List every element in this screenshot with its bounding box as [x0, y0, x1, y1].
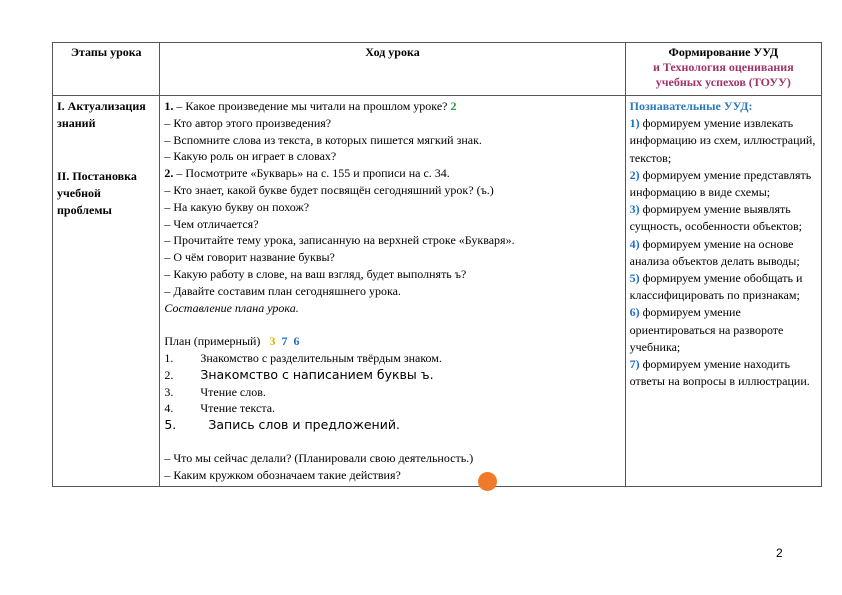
plan-item: 5. Запись слов и предложений.	[164, 417, 400, 433]
uud-item: 6) формируем умение ориентироваться на развороте учебника;	[629, 305, 784, 354]
uud-item: 7) формируем умение находить ответы на вопросы в иллюстрации.	[629, 357, 810, 389]
plan-label-line: План (примерный) 3 7 6	[164, 334, 300, 349]
stage2-subtitle-b: проблемы	[57, 203, 112, 217]
header-progress-label: Ход урока	[365, 45, 420, 59]
mark-3: 3	[269, 334, 276, 349]
uud-item: 3) формируем умение выявлять сущность, особенности объектов;	[629, 202, 802, 234]
header-uud	[625, 43, 821, 96]
plan-item: 3. Чтение слов.	[164, 384, 266, 399]
stages-cell	[53, 96, 160, 487]
header-uud-line2: и Технология оценивания	[652, 60, 794, 74]
uud-item: 4) формируем умение на основе анализа объектов делать выводы;	[629, 236, 800, 268]
stage1-title: I. Актуализация	[57, 99, 146, 113]
progress-line-15: – Каким кружком обозначаем такие действия?	[164, 467, 401, 482]
plan-item: 4. Чтение текста.	[164, 401, 276, 416]
progress-line-7: – На какую букву он похож?	[164, 199, 310, 214]
progress-line-3: – Вспомните слова из текста, в которых пишется мягкий знак.	[164, 132, 482, 147]
header-uud-line3: учебных успехов (ТОУУ)	[655, 75, 791, 89]
lesson-table	[52, 42, 822, 487]
progress-cell	[160, 96, 625, 487]
progress-line-2: – Кто автор этого произведения?	[164, 115, 332, 130]
progress-line-1: 1. – Какое произведение мы читали на прошлом уроке? 2	[164, 99, 457, 113]
header-uud-line1: Формирование УУД	[668, 45, 779, 59]
header-stages-label: Этапы урока	[70, 45, 142, 59]
progress-line-12: – Давайте составим план сегодняшнего урока.	[164, 283, 401, 298]
uud-item: 2) формируем умение представлять информацию в виде схемы;	[629, 167, 812, 200]
stage2-title: II. Постановка	[57, 169, 137, 183]
header-progress	[160, 43, 625, 96]
orange-circle-icon	[478, 472, 497, 491]
header-stages	[53, 43, 160, 96]
plan-item: 2. Знакомство с написанием буквы ъ.	[164, 366, 434, 382]
mark-6: 6	[293, 334, 300, 349]
stage2-subtitle-a: учебной	[57, 186, 101, 200]
uud-cell	[625, 96, 821, 487]
plan-item: 1. Знакомство с разделительным твёрдым знаком.	[164, 350, 442, 365]
progress-line-11: – Какую работу в слове, на ваш взгляд, будет выполнять ъ?	[164, 266, 467, 281]
page-number: 2	[776, 546, 783, 560]
progress-line-9: – Прочитайте тему урока, записанную на верхней строке «Букваря».	[164, 233, 515, 248]
uud-item: 1) формируем умение извлекать информацию из схем, иллюстраций, текстов;	[629, 116, 816, 165]
mark-2: 2	[450, 99, 457, 113]
progress-line-6: – Кто знает, какой букве будет посвящён сегодняшний урок? (ъ.)	[164, 182, 494, 197]
progress-line-8: – Чем отличается?	[164, 216, 259, 231]
progress-line-5: 2. – Посмотрите «Букварь» на с. 155 и прописи на с. 34.	[164, 166, 450, 181]
content-row	[53, 96, 822, 487]
stage1-subtitle: знаний	[57, 116, 96, 130]
mark-7: 7	[281, 334, 288, 349]
progress-line-4: – Какую роль он играет в словах?	[164, 149, 337, 164]
progress-line-10: – О чём говорит название буквы?	[164, 250, 335, 265]
uud-title: Познавательные УУД:	[629, 99, 753, 113]
uud-item: 5) формируем умение обобщать и классифицировать по признакам;	[629, 271, 803, 303]
progress-line-13: Составление плана урока.	[164, 300, 299, 315]
header-row	[53, 43, 822, 96]
progress-line-14: – Что мы сейчас делали? (Планировали свою деятельность.)	[164, 450, 474, 465]
